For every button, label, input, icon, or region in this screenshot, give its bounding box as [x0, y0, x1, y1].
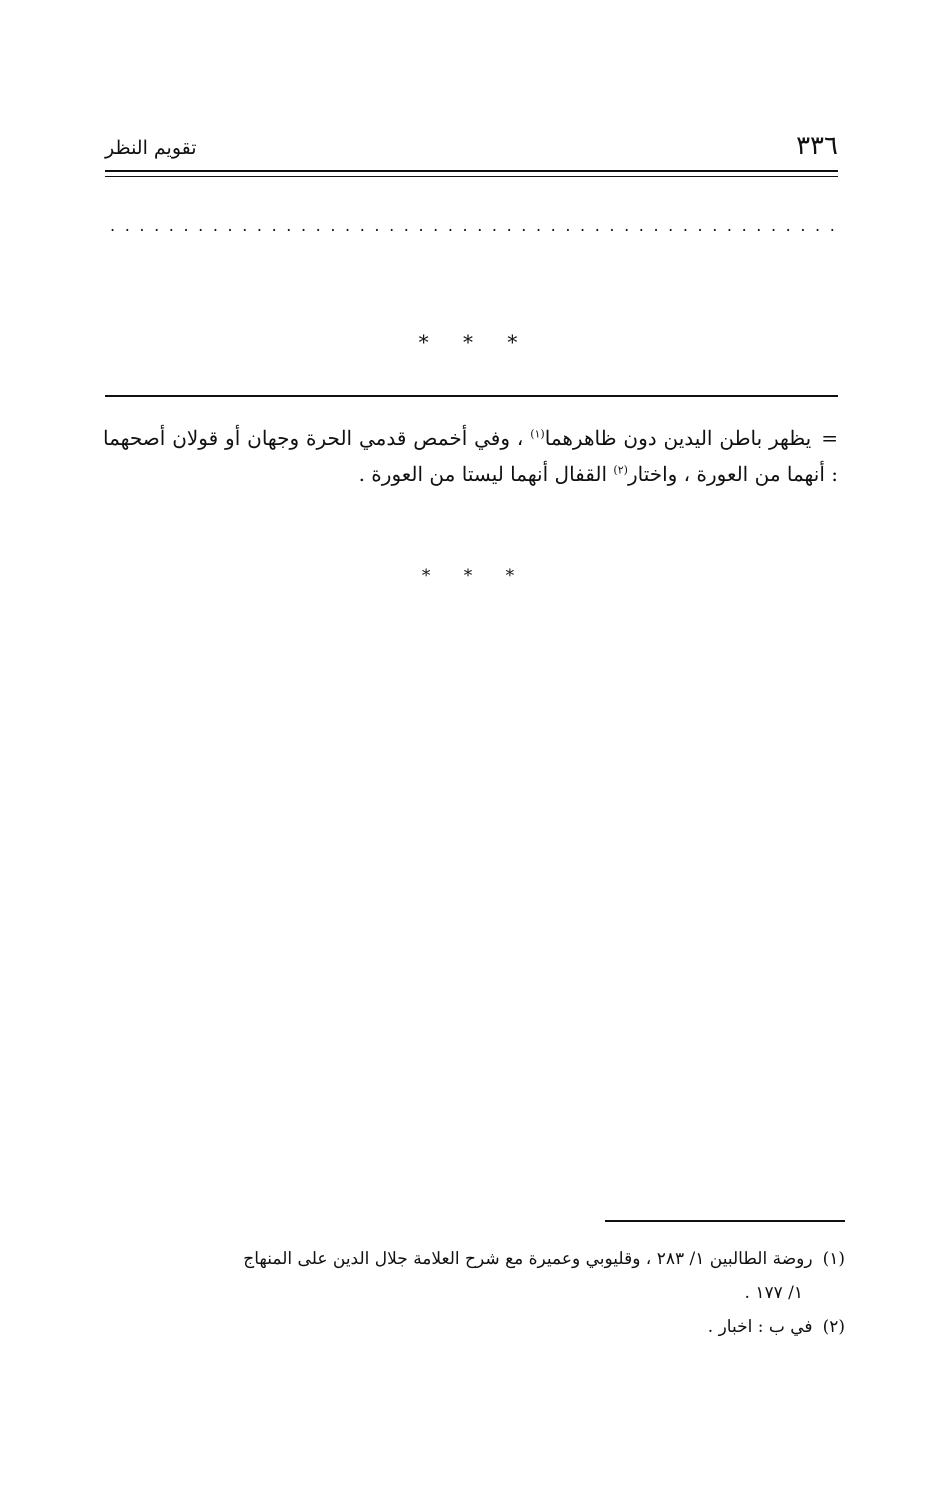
ellipsis-dot: . — [447, 216, 453, 235]
footnote-ref-2[interactable]: (٢) — [613, 463, 628, 477]
footnotes — [105, 1242, 845, 1344]
ellipsis-dot: . — [418, 216, 424, 235]
ellipsis-dot: . — [756, 216, 762, 235]
ellipsis-dot: . — [124, 216, 130, 235]
ellipsis-dot: . — [668, 216, 674, 235]
continued-paragraph — [103, 420, 838, 492]
ellipsis-dot: . — [374, 216, 380, 235]
page-number: ٣٣٦ — [796, 131, 838, 161]
footnote-rule — [605, 1220, 845, 1222]
ellipsis-dot: . — [139, 216, 145, 235]
footnote-number: (١) — [822, 1249, 845, 1269]
ellipsis-dot: . — [535, 216, 542, 235]
ornament-separator: * * * — [421, 566, 529, 586]
ellipsis-dot: . — [389, 216, 395, 235]
ellipsis-dot: . — [726, 216, 732, 235]
ellipsis-dot: . — [829, 216, 835, 235]
ellipsis-dot: . — [477, 216, 483, 235]
header-rule — [105, 170, 838, 172]
ellipsis-dot: . — [315, 216, 321, 235]
ellipsis-dot: . — [521, 216, 527, 235]
ellipsis-dot: . — [198, 216, 204, 235]
ellipsis-dot: . — [168, 216, 174, 235]
ellipsis-dot: . — [770, 216, 777, 235]
ellipsis-dotted-line — [110, 214, 835, 238]
ellipsis-dot: . — [682, 216, 688, 235]
ellipsis-dot: . — [286, 216, 292, 235]
ellipsis-dot: . — [638, 216, 644, 235]
footnote-1-continuation: ١/ ١٧٧ . — [744, 1283, 803, 1303]
ellipsis-dot: . — [462, 216, 468, 235]
ellipsis-dot: . — [154, 216, 160, 235]
ellipsis-dot: . — [624, 216, 630, 235]
ellipsis-dot: . — [183, 216, 189, 235]
ellipsis-dot: . — [565, 216, 571, 235]
ellipsis-dot: . — [242, 216, 248, 235]
ellipsis-dot: . — [491, 216, 497, 235]
ellipsis-dot: . — [256, 216, 262, 235]
ellipsis-dot: . — [506, 216, 512, 235]
continuation-mark: = — [821, 426, 839, 450]
ellipsis-dot: . — [300, 216, 307, 235]
running-title: تقويم النظر — [105, 137, 197, 159]
footnote-text: في ب : اخبار . — [707, 1317, 813, 1337]
ellipsis-dot: . — [345, 216, 351, 235]
ellipsis-dot: . — [433, 216, 439, 235]
ellipsis-dot: . — [609, 216, 615, 235]
paragraph-text: ، وفي أخمص قدمي الحرة وجهان أو قولان أصحهما : أنهما من العورة ، واختار — [103, 426, 838, 486]
ellipsis-dot: . — [800, 216, 806, 235]
ellipsis-dot: . — [227, 216, 233, 235]
ellipsis-dot: . — [712, 216, 718, 235]
paragraph-text: يظهر باطن اليدين دون ظاهرهما — [544, 426, 812, 450]
ellipsis-dot: . — [403, 216, 409, 235]
ellipsis-dot: . — [697, 216, 703, 235]
section-rule — [105, 395, 838, 397]
ellipsis-dot: . — [785, 216, 791, 235]
footnote-ref-1[interactable]: (١) — [530, 427, 545, 441]
paragraph-text: القفال أنهما ليستا من العورة . — [358, 462, 614, 486]
ellipsis-dot: . — [359, 216, 365, 235]
footnote-number: (٢) — [822, 1317, 845, 1337]
ellipsis-dot: . — [653, 216, 659, 235]
ellipsis-dot: . — [815, 216, 821, 235]
footnote-text: روضة الطالبين ١/ ٢٨٣ ، وقليوبي وعميرة مع شرح العلامة جلال الدين على المنهاج — [243, 1249, 813, 1269]
footnote-1 — [105, 1242, 845, 1276]
ellipsis-dot: . — [741, 216, 747, 235]
ellipsis-dot: . — [550, 216, 556, 235]
ellipsis-dot: . — [110, 216, 116, 235]
ellipsis-dot: . — [212, 216, 218, 235]
ellipsis-dot: . — [580, 216, 586, 235]
header-rule-thin — [105, 176, 838, 177]
ellipsis-dot: . — [330, 216, 336, 235]
ellipsis-dot: . — [594, 216, 600, 235]
ellipsis-dot: . — [271, 216, 277, 235]
ornament-separator: * * * — [418, 330, 532, 354]
footnote-2 — [105, 1310, 845, 1344]
